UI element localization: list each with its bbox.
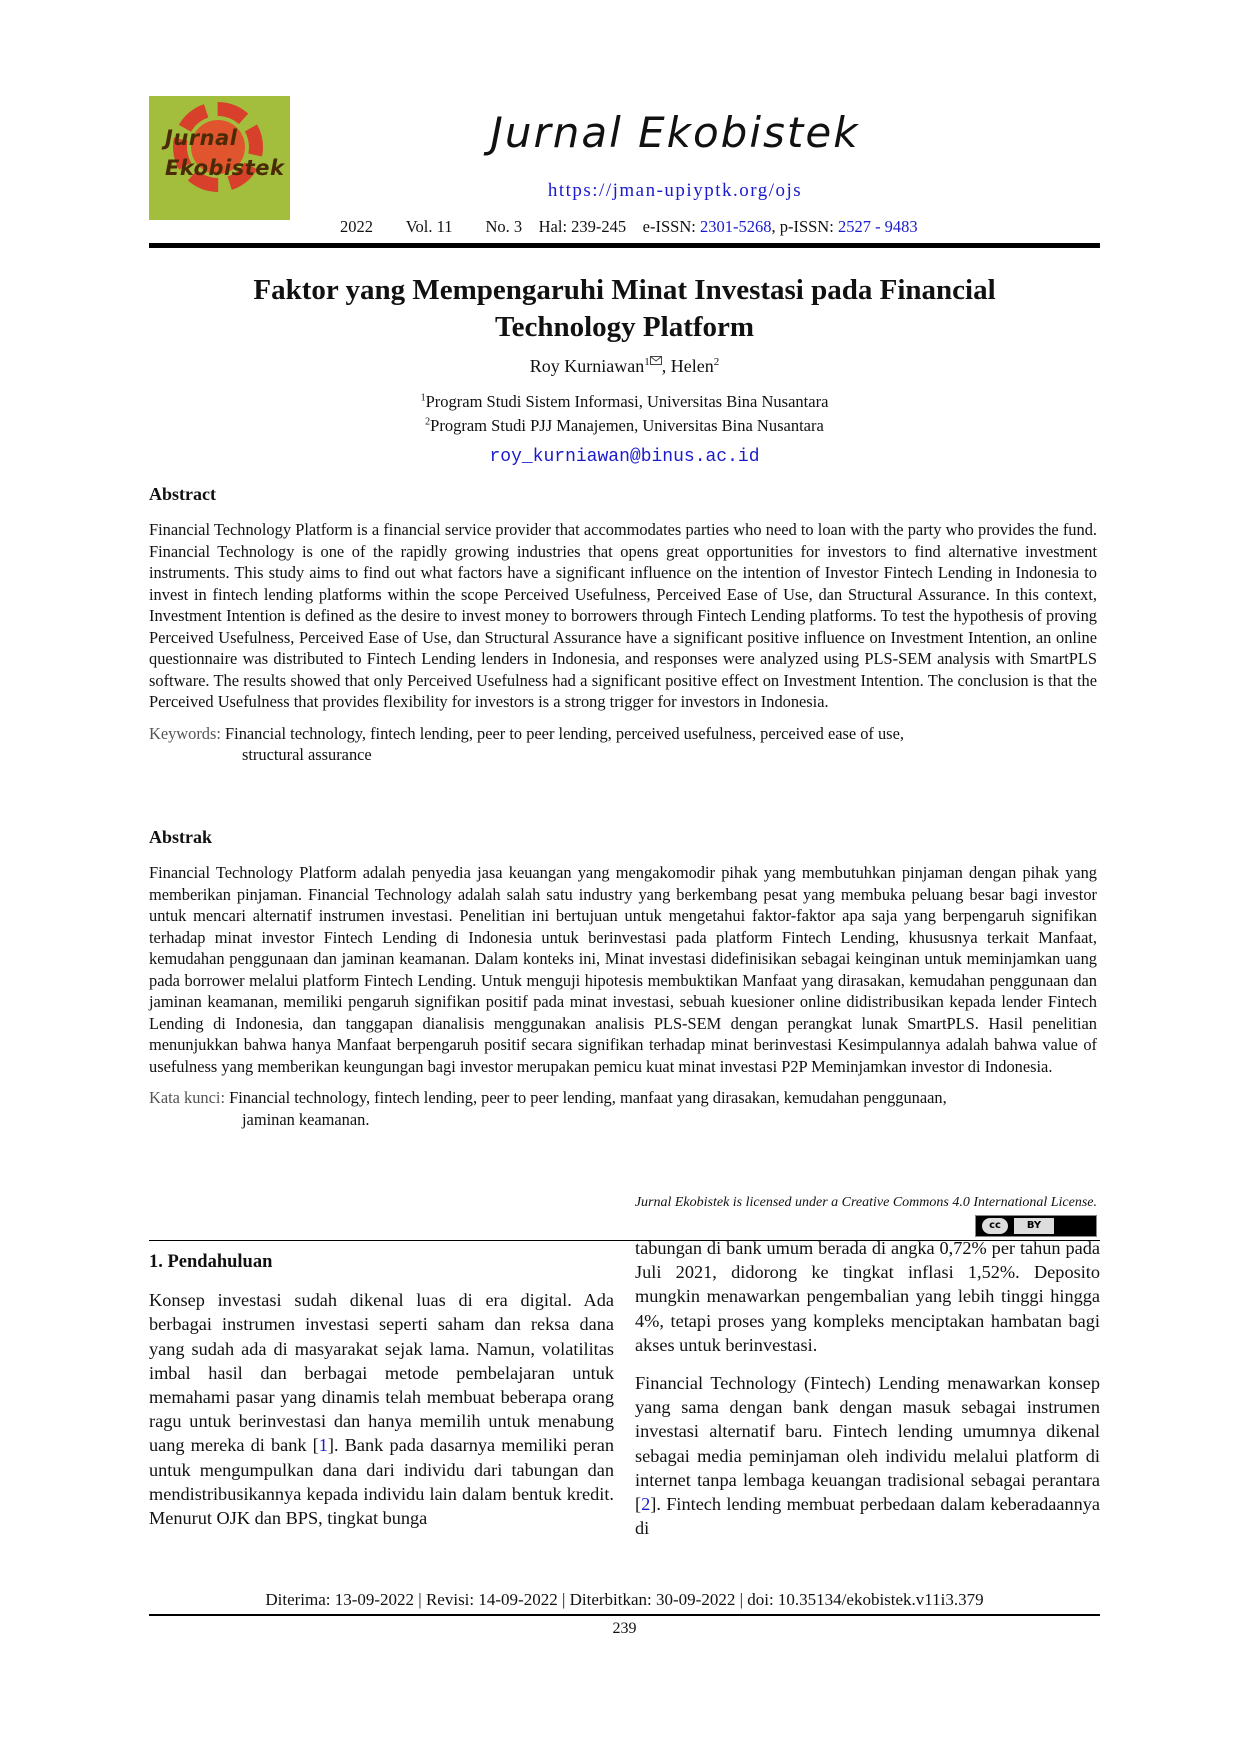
- section-1-heading: 1. Pendahuluan: [149, 1252, 273, 1272]
- affiliation-2-sup: 2: [425, 416, 431, 428]
- affiliation-1-sup: 1: [420, 392, 426, 404]
- issue-year: 2022: [340, 217, 373, 236]
- pissn-label: , p-ISSN:: [771, 217, 834, 236]
- journal-url-link[interactable]: https://jman-upiyptk.org/ojs: [547, 180, 803, 201]
- kata-kunci-line2: jaminan keamanan.: [242, 1109, 370, 1129]
- page-number: 239: [612, 1620, 637, 1637]
- abstract-section: [149, 484, 1097, 766]
- affiliation-2: [149, 416, 1100, 436]
- logo-text-line1: Jurnal: [165, 126, 238, 150]
- keywords-line1: Financial technology, fintech lending, peer to peer lending, perceived usefulness, perceived ease of use,: [225, 723, 904, 743]
- journal-name: Jurnal Ekobistek: [490, 108, 860, 157]
- abstract-keywords: [149, 723, 1097, 766]
- eissn-label: e-ISSN:: [642, 217, 696, 236]
- journal-url-container: [290, 180, 1060, 202]
- license-text: Jurnal Ekobistek is licensed under a Creative Commons 4.0 International License.: [634, 1195, 1097, 1210]
- citation-1-link[interactable]: 1: [318, 1435, 328, 1456]
- logo-text-line2: Ekobistek: [165, 156, 285, 180]
- citation-2-link[interactable]: 2: [641, 1494, 651, 1515]
- eissn-link[interactable]: 2301-5268: [699, 217, 772, 236]
- intro-p3-text-b: ]. Fintech lending membuat perbedaan dalam keberadaannya di: [635, 1494, 1100, 1539]
- issue-number: No. 3: [485, 217, 523, 236]
- abstrak-section: [149, 827, 1097, 1130]
- intro-p1-text-a: Konsep investasi sudah dikenal luas di era digital. Ada berbagai instrumen investasi seperti saham dan reksa dana yang sudah ada di masyarakat sejak lama. Namun, volatilitas imbal hasil dan berbagai metode pembelajaran untuk memahami pasar yang dinamis telah membuat beberapa orang ragu untuk berinvestasi dan hanya memilih untuk menabung uang mereka di bank [: [149, 1290, 614, 1456]
- right-column: [635, 1236, 1100, 1540]
- by-icon: BY: [1014, 1218, 1054, 1234]
- author-2: Helen: [670, 356, 714, 376]
- affiliation-2-text: Program Studi PJJ Manajemen, Universitas Bina Nusantara: [430, 416, 824, 435]
- cc-icon: cc: [982, 1218, 1008, 1234]
- header-divider: [149, 243, 1100, 248]
- author-1-sup: 1: [644, 356, 650, 368]
- abstrak-text: Financial Technology Platform adalah penyedia jasa keuangan yang mengakomodir pihak yang membutuhkan pinjaman dengan pihak yang memberikan pinjaman. Financial Technology adalah salah satu industry yang berkembang pesat yang membuka peluang besar bagi investor untuk mencari alternatif instrumen investasi. Penelitian ini bertujuan untuk mengetahui faktor-faktor apa saja yang berpengaruh signifikan terhadap minat investor Fintech Lending di Indonesia untuk berinvestasi pada platform Fintech Lending, khususnya terkait Manfaat, kemudahan penggunaan dan jaminan keamanan. Dalam konteks ini, Minat investasi didefinisikan sebagai keinginan untuk meminjamkan uang pada borrower melalui platform Fintech Lending. Untuk menguji hipotesis membuktikan Manfaat yang dirasakan, kemudahan penggunaan dan jaminan keamanan, memiliki pengaruh signifikan positif pada minat investasi, sebuah kuesioner online didistribusikan kepada lender Fintech Lending di Indonesia, dan tanggapan dianalisis menggunakan analisis PLS-SEM dengan perangkat lunak SmartPLS. Hasil penelitian menunjukkan bahwa hanya Manfaat berpengaruh positif secara signifikan terhadap minat berinvestasi Kesimpulannya adalah bahwa value of usefulness yang memberikan keungungan bagi investor merupakan pemicu kuat minat investasi P2P Meminjamkan investor di Indonesia.: [149, 863, 1097, 1076]
- author-2-sup: 2: [713, 356, 720, 368]
- author-1: Roy Kurniawan: [529, 356, 645, 376]
- kata-kunci-label: Kata kunci:: [149, 1088, 226, 1107]
- issue-info: [340, 217, 918, 237]
- corresponding-email-link[interactable]: roy_kurniawan@binus.ac.id: [489, 447, 760, 467]
- journal-logo: [149, 96, 290, 220]
- keywords-label: Keywords:: [149, 723, 221, 743]
- abstrak-keywords: [149, 1087, 1097, 1130]
- intro-paragraph-1: [149, 1288, 614, 1530]
- abstrak-heading: Abstrak: [149, 827, 213, 847]
- intro-paragraph-3: [635, 1371, 1100, 1540]
- issue-pages: Hal: 239-245: [538, 217, 627, 236]
- kata-kunci-line1: Financial technology, fintech lending, peer to peer lending, manfaat yang dirasakan, kemudahan penggunaan,: [229, 1088, 947, 1107]
- paper-title-line2: Technology Platform: [494, 311, 755, 343]
- left-column: [149, 1250, 614, 1530]
- abstract-text: Financial Technology Platform is a financial service provider that accommodates parties who need to loan with the party who provides the fund. Financial Technology is one of the rapidly growing industries that opens great opportunities for investors to find alternative investment instruments. This study aims to find out what factors have a significant influence on the intention of Investor Fintech Lending in Indonesia to invest in fintech lending platforms within the scope Perceived Usefulness, Perceived Ease of Use, dan Structural Assurance. In this context, Investment Intention is defined as the desire to invest money to borrowers through Fintech Lending platforms. To test the hypothesis of proving Perceived Usefulness, Perceived Ease of Use, dan Structural Assurance have a significant positive influence on Investment Intention, an online questionnaire was distributed to Fintech Lending lenders in Indonesia, and responses were analyzed using PLS-SEM analysis with SmartPLS software. The results showed that only Perceived Usefulness had a significant positive effect on Investment Intention. The conclusion is that the Perceived Usefulness that provides flexibility for investors is a strong trigger for investors in Indonesia.: [149, 520, 1097, 711]
- footer-divider: [149, 1614, 1100, 1616]
- envelope-icon: [650, 356, 662, 368]
- pissn-link[interactable]: 2527 - 9483: [837, 217, 918, 236]
- keywords-line2: structural assurance: [242, 745, 372, 764]
- issue-volume: Vol. 11: [405, 217, 453, 236]
- abstract-heading: Abstract: [149, 484, 216, 504]
- intro-p3-text-a: Financial Technology (Fintech) Lending menawarkan konsep yang sama dengan bank dengan masuk sebagai instrumen investasi alternatif baru. Fintech lending umumnya dikenal sebagai media peminjaman oleh individu melalui platform di internet tanpa lembaga keuangan tradisional sebagai perantara [: [635, 1373, 1100, 1515]
- authors: [149, 356, 1100, 377]
- paper-title-line1: Faktor yang Mempengaruhi Minat Investasi pada Financial: [253, 274, 996, 306]
- intro-paragraph-2: tabungan di bank umum berada di angka 0,72% per tahun pada Juli 2021, didorong ke tingkat inflasi 1,52%. Deposito mungkin menawarkan pengembalian yang lebih tinggi hingga 4%, tetapi proses yang kompleks menciptakan hambatan bagi akses untuk berinvestasi.: [635, 1238, 1100, 1355]
- affiliation-1: [149, 392, 1100, 412]
- author-separator: ,: [661, 356, 671, 376]
- cc-by-license-badge[interactable]: [975, 1215, 1097, 1237]
- publication-dates: Diterima: 13-09-2022 | Revisi: 14-09-2022 | Diterbitkan: 30-09-2022 | doi: 10.35134/ekobistek.v11i3.379: [265, 1590, 984, 1609]
- paper-title: [149, 272, 1100, 346]
- email-container: [149, 447, 1100, 467]
- affiliation-1-text: Program Studi Sistem Informasi, Universitas Bina Nusantara: [425, 392, 829, 411]
- intro-p1-text-b: ]. Bank pada dasarnya memiliki peran untuk mengumpulkan dana dari individu dari tabungan dan mendistribusikannya kepada individu lain dalam bentuk kredit. Menurut OJK dan BPS, tingkat bunga: [149, 1435, 615, 1529]
